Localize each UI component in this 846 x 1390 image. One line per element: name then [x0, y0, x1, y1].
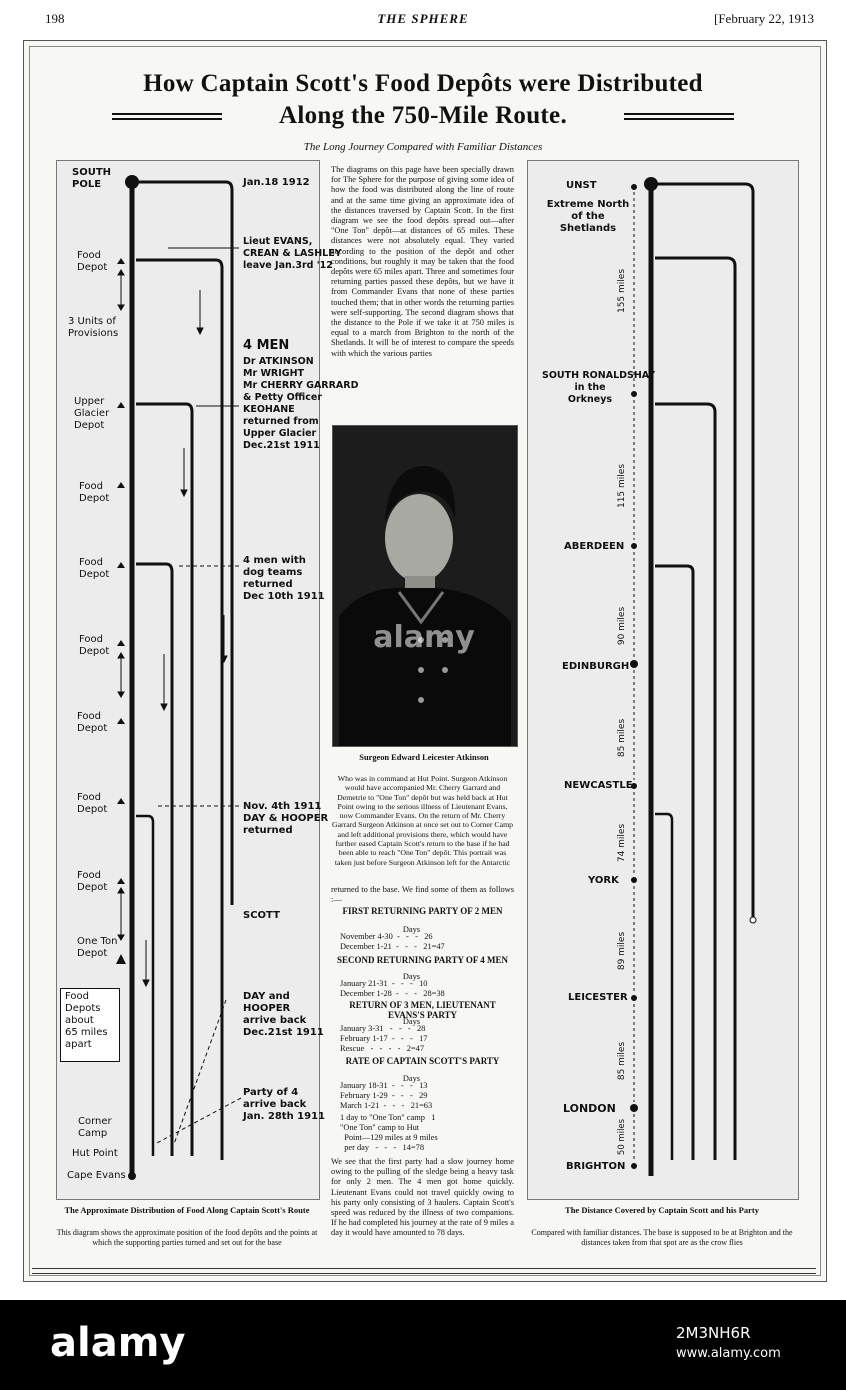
table-row: Days: [340, 1074, 421, 1083]
photo-caption: Who was in command at Hut Point. Surgeon Atkinson would have accompanied Mr. Cherry Garrard and Demetrie to "One Ton" depôt but was held back at Hut Point owing to the serious illness of Lieutenant Evans, now Commander Evans. On the return of Mr. Cherry Garrard Surgeon Atkinson at once set out to Corner Camp and left additional provisions there, which would have further eased Captain Scott's return to the base if he had been able to reach "One Ton" depôt. This portrait was taken just before Surgeon Atkinson left for the Antarctic: [331, 774, 514, 867]
label-depot-7: Food Depot: [77, 870, 108, 893]
table-heading-4: RATE OF CAPTAIN SCOTT'S PARTY: [345, 1056, 500, 1066]
day-hooper-line: [136, 816, 153, 1156]
table-row: December 1-28 - - - 28=38: [340, 989, 445, 998]
table-row: Rescue - - - - 2=47: [340, 1044, 425, 1053]
day-hooper-distance-line: [655, 814, 672, 1160]
portrait-figure: [333, 426, 517, 746]
returned-text: returned to the base. We find some of them as follows :—: [331, 885, 514, 905]
place-york: YORK: [588, 875, 619, 886]
label-depot-3: Food Depot: [79, 557, 110, 580]
bottom-ornament-rule: [32, 1268, 816, 1274]
title-rule-right: [624, 113, 734, 120]
page-number: 198: [45, 11, 65, 26]
distance-label: 90 miles: [617, 606, 627, 646]
table-row: February 1-29 - - - 29: [340, 1091, 428, 1100]
unst-top-marker: [644, 177, 658, 191]
label-provisions: 3 Units of Provisions: [68, 316, 119, 339]
label-upper-glacier: Upper Glacier Depot: [74, 396, 110, 431]
table-row: November 4-30 - - - 26: [340, 932, 433, 941]
note-jan18: Jan.18 1912: [243, 177, 310, 188]
note-four-men-title: 4 MEN: [243, 338, 290, 353]
note-day-hooper: DAY and HOOPER arrive back Dec.21st 1911: [243, 991, 324, 1038]
distance-label: 85 miles: [617, 1041, 627, 1081]
footer-brand: alamy: [50, 1320, 186, 1366]
table-row: March 1-21 - - - 21=63: [340, 1101, 433, 1110]
intro-text: The diagrams on this page have been specially drawn for The Sphere for the purpose of giving some idea of how the food was distributed along the line of route and at the same time giving an approximate idea of the distances traversed by Captain Scott. In the first diagram we see the food depôts spread out—after "One Ton" depôt—at distances of 65 miles. These distances were not absolutely equal. They varied according to the position of the depôt and other conditions, but roughly it may be taken that the food depôts were 65 miles apart. Three and sometimes four returning parties passed these depôts, but we have it from Commander Evans that none of these parties touched them; that in other words the returning parties were self-supporting. The second diagram shows that the distance to the Pole if we take it at 750 miles is equal to a march from Brighton to the north of the Shetlands. It will be of interest to compare the speeds with which the various parties: [331, 165, 514, 358]
watermark-logo: alamy: [373, 620, 475, 655]
label-depot-5: Food Depot: [77, 711, 108, 734]
distance-label: 89 miles: [617, 931, 627, 971]
distance-label: 74 miles: [617, 823, 627, 863]
label-depot-2: Food Depot: [79, 481, 110, 504]
footer-image-id: 2M3NH6R: [676, 1324, 751, 1342]
photo-caption-title: Surgeon Edward Leicester Atkinson: [359, 753, 489, 762]
label-cape-evans: Cape Evans: [67, 1170, 126, 1181]
note-four-men: Dr ATKINSON Mr WRIGHT Mr CHERRY GARRARD & Petty Officer KEOHANE returned from Upper Glacier Dec.21st 1911: [243, 356, 359, 451]
rate-text: 1 day to "One Ton" camp 1 "One Ton" camp to Hut Point—129 miles at 9 miles per day - - - 14=78: [340, 1113, 438, 1152]
table-row: January 18-31 - - - 13: [340, 1081, 428, 1090]
four-men-distance-line: [655, 404, 715, 1160]
magazine-title: THE SPHERE: [377, 11, 469, 26]
closing-text: We see that the first party had a slow journey home owing to the pulling of the sledge being a heavy task for only 2 men. The 4 men got home quickly. Lieutenant Evans could not travel quickly owing to his party only consisting of 3 haulers. Captain Scott's speed was reduced by the illness of two companions. If he had completed his journey at the rate of 9 miles a day it would have amounted to 78 days.: [331, 1157, 514, 1238]
place-leicester: LEICESTER: [568, 992, 628, 1003]
title-line-2: Along the 750-Mile Route.: [278, 102, 568, 129]
label-one-ton: One Ton Depot: [77, 936, 118, 959]
place-newcastle: NEWCASTLE: [564, 780, 633, 791]
place-brighton: BRIGHTON: [566, 1161, 626, 1172]
title-line-1: How Captain Scott's Food Depôts were Distributed: [143, 70, 703, 97]
scott-party-line: [132, 182, 232, 905]
issue-date: [February 22, 1913: [714, 11, 815, 26]
distance-label: 115 miles: [617, 463, 627, 509]
depots-spacing-note: Food Depots about 65 miles apart: [60, 988, 120, 1062]
note-nov4: Nov. 4th 1911 DAY & HOOPER returned: [243, 801, 329, 836]
label-south-pole: SOUTH POLE: [72, 167, 112, 190]
stock-footer-band: [0, 1300, 846, 1390]
distance-label: 50 miles: [617, 1118, 627, 1156]
place-london: LONDON: [563, 1102, 616, 1115]
cape-evans-marker: [128, 1172, 136, 1180]
distance-diagram: [527, 160, 797, 1198]
note-evans-party: Lieut EVANS, CREAN & LASHLEY leave Jan.3rd '12: [243, 236, 342, 271]
place-south-ronaldshay: SOUTH RONALDSHAY in the Orkneys: [542, 370, 656, 405]
table-heading-3: RETURN OF 3 MEN, LIEUTENANT EVANS'S PARTY: [349, 1000, 496, 1020]
table-heading-1: FIRST RETURNING PARTY OF 2 MEN: [342, 906, 503, 916]
footer-url: www.alamy.com: [676, 1346, 781, 1361]
label-depot-6: Food Depot: [77, 792, 108, 815]
south-pole-marker: [125, 175, 139, 189]
label-hut-point: Hut Point: [72, 1148, 118, 1159]
table-row: January 3-31 - - - 28: [340, 1024, 426, 1033]
dog-teams-distance-line: [655, 566, 693, 1160]
right-caption-title: The Distance Covered by Captain Scott and his Party: [565, 1205, 759, 1215]
table-row: January 21-31 - - - 10: [340, 979, 428, 988]
table-row: Days: [340, 1017, 421, 1026]
distance-label: 155 miles: [617, 268, 627, 314]
table-heading-2: SECOND RETURNING PARTY OF 4 MEN: [336, 955, 509, 965]
evans-party-line: [136, 260, 222, 1160]
label-depot-1: Food Depot: [77, 250, 108, 273]
note-party-of-4: Party of 4 arrive back Jan. 28th 1911: [243, 1087, 325, 1122]
note-scott: SCOTT: [243, 910, 280, 921]
label-corner-camp: Corner Camp: [78, 1116, 112, 1139]
place-aberdeen: ABERDEEN: [564, 541, 625, 552]
table-row: December 1-21 - - - 21=47: [340, 942, 445, 951]
distance-label: 85 miles: [617, 718, 627, 758]
subtitle: The Long Journey Compared with Familiar Distances: [303, 141, 543, 153]
evans-distance-line: [655, 258, 735, 1160]
note-dog-teams: 4 men with dog teams returned Dec 10th 1911: [243, 555, 325, 602]
left-caption: This diagram shows the approximate position of the food depôts and the points at which the supporting parties turned and set out for the base: [56, 1228, 318, 1247]
scott-distance-line: [651, 184, 753, 920]
place-unst: UNST: [566, 180, 597, 191]
label-depot-4: Food Depot: [79, 634, 110, 657]
four-men-line: [136, 404, 192, 1156]
atkinson-portrait: [332, 425, 518, 747]
table-row: Days: [340, 972, 421, 981]
title-rule-left: [112, 113, 222, 120]
place-edinburgh: EDINBURGH: [562, 661, 630, 672]
table-row: February 1-17 - - - 17: [340, 1034, 428, 1043]
unst-note: Extreme North of the Shetlands: [546, 199, 630, 234]
table-row: Days: [340, 925, 421, 934]
left-caption-title: The Approximate Distribution of Food Along Captain Scott's Route: [64, 1205, 310, 1215]
right-caption: Compared with familiar distances. The base is supposed to be at Brighton and the distances taken from that spot are as the crow flies: [531, 1228, 793, 1247]
